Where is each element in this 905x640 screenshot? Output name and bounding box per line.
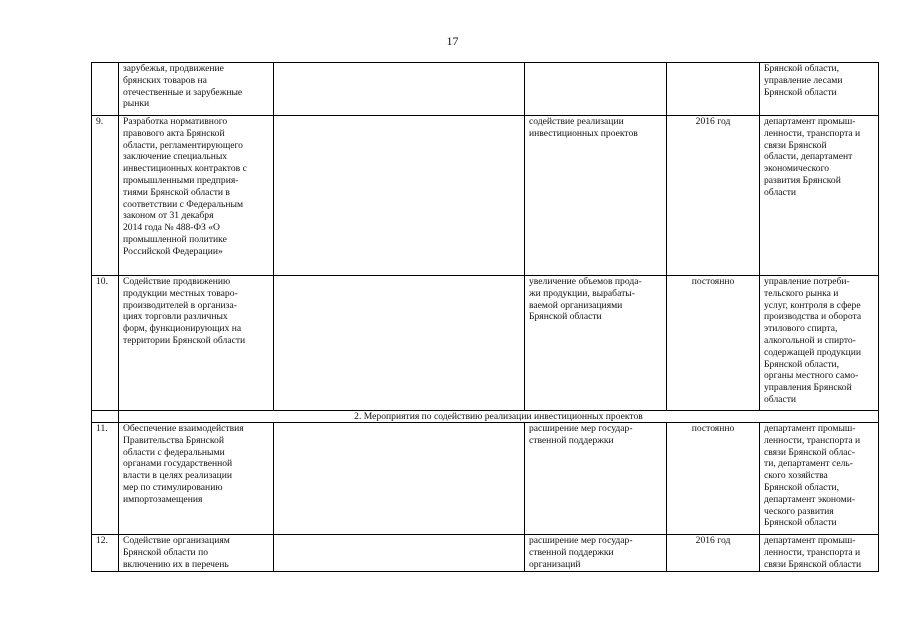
measure-cell: Разработка нормативного правового акта Брянской области, регламентирующего заключение специальных инвестиционных контрактов с промышленными предприя- тиями Брянской области в соответствии с Федеральным законом от 31 декабря 2014 года № 488-ФЗ «О промышленной политике Российской Федерации» xyxy=(119,116,274,276)
result-cell: расширение мер государ- ственной поддержки организаций xyxy=(525,535,667,572)
measures-table xyxy=(91,62,879,572)
result-cell: расширение мер государ- ственной поддержки xyxy=(525,423,667,535)
executor-cell: департамент промыш- ленности, транспорта и связи Брянской области xyxy=(760,535,879,572)
row-number: 9. xyxy=(92,116,119,276)
term-cell: постоянно xyxy=(667,423,760,535)
table-row xyxy=(92,63,879,116)
executor-cell: Брянской области, управление лесами Брянской области xyxy=(760,63,879,116)
section-number-cell xyxy=(92,411,119,423)
table-row xyxy=(92,116,879,276)
measure-cell: зарубежья, продвижение брянских товаров на отечественные и зарубежные рынки xyxy=(119,63,274,116)
measure-cell: Содействие организациям Брянской области по включению их в перечень xyxy=(119,535,274,572)
row-number xyxy=(92,63,119,116)
table-row xyxy=(92,423,879,535)
row-number: 12. xyxy=(92,535,119,572)
executor-cell: департамент промыш- ленности, транспорта и связи Брянской облас- ти, департамент сель- ского хозяйства Брянской области, департамент экономи- ческого развития Брянской области xyxy=(760,423,879,535)
row-number: 11. xyxy=(92,423,119,535)
row-number: 10. xyxy=(92,276,119,411)
term-cell xyxy=(667,63,760,116)
measure-cell: Обеспечение взаимодействия Правительства Брянской области с федеральными органами государственной власти в целях реализации мер по стимулированию импортозамещения xyxy=(119,423,274,535)
term-cell: постоянно xyxy=(667,276,760,411)
section-row xyxy=(92,411,879,423)
term-cell: 2016 год xyxy=(667,116,760,276)
empty-cell xyxy=(274,116,525,276)
empty-cell xyxy=(274,423,525,535)
measure-cell: Содействие продвижению продукции местных товаро- производителей в организа- циях торговли различных форм, функционирующих на территории Брянской области xyxy=(119,276,274,411)
empty-cell xyxy=(274,276,525,411)
empty-cell xyxy=(274,63,525,116)
page-number: 17 xyxy=(446,34,459,48)
empty-cell xyxy=(274,535,525,572)
table-row xyxy=(92,276,879,411)
executor-cell: департамент промыш- ленности, транспорта и связи Брянской области, департамент экономического развития Брянской области xyxy=(760,116,879,276)
result-cell: увеличение объемов прода- жи продукции, вырабаты- ваемой организациями Брянской области xyxy=(525,276,667,411)
result-cell xyxy=(525,63,667,116)
section-heading: 2. Мероприятия по содействию реализации инвестиционных проектов xyxy=(119,411,879,423)
table-row xyxy=(92,535,879,572)
term-cell: 2016 год xyxy=(667,535,760,572)
result-cell: содействие реализации инвестиционных проектов xyxy=(525,116,667,276)
executor-cell: управление потреби- тельского рынка и услуг, контроля в сфере производства и оборота этилового спирта, алкогольной и спирто- содержащей продукции Брянской области, органы местного само- управления Брянской области xyxy=(760,276,879,411)
